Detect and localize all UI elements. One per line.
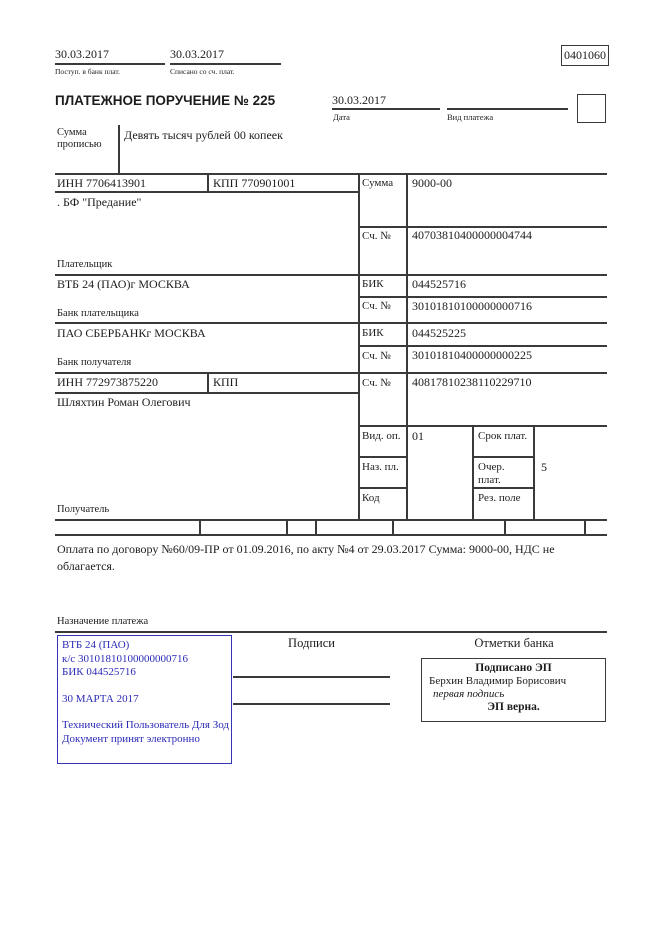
divider: [286, 519, 288, 534]
payer-account: 40703810400000004744: [412, 228, 532, 242]
sum-label: Сумма: [362, 177, 394, 189]
date-label: Дата: [333, 112, 350, 122]
divider: [472, 456, 533, 458]
date-received-label: Поступ. в банк плат.: [55, 67, 120, 76]
term-label: Срок плат.: [478, 430, 528, 442]
beneficiary-name: Шляхтин Роман Олегович: [57, 395, 191, 409]
sum-value: 9000-00: [412, 176, 452, 190]
beneficiary-bank-bik: 044525225: [412, 326, 466, 340]
payment-type-box: [577, 94, 606, 123]
pay-purpose-label: Наз. пл.: [362, 461, 399, 473]
payer-bank-section-label: Банк плательщика: [57, 308, 139, 319]
divider: [55, 173, 607, 175]
payer-bank-bik-label: БИК: [362, 278, 384, 290]
divider: [447, 108, 568, 110]
stamp-spacer: [62, 706, 231, 719]
op-type-label: Вид. оп.: [362, 430, 401, 442]
payer-bank-account: 30101810100000000716: [412, 299, 532, 313]
op-type-value: 01: [412, 429, 424, 443]
divider: [406, 173, 408, 519]
order-value: 5: [541, 460, 547, 474]
esign-verified: ЭП верна.: [487, 701, 540, 713]
date-received: 30.03.2017: [55, 47, 109, 61]
beneficiary-account-label: Сч. №: [362, 377, 391, 389]
bank-acceptance-stamp: [57, 635, 232, 764]
divider: [533, 425, 535, 519]
divider: [358, 425, 607, 427]
stamp-date: 30 МАРТА 2017: [62, 692, 139, 705]
stamp-bank-name: ВТБ 24 (ПАО): [62, 639, 130, 651]
payer-bank-account-label: Сч. №: [362, 300, 391, 312]
divider: [118, 125, 120, 173]
signatures-header: Подписи: [288, 636, 335, 650]
esign-name: Берхин Владимир Борисович: [429, 675, 567, 687]
beneficiary-bank-account: 30101810400000000225: [412, 348, 532, 362]
divider: [358, 456, 406, 458]
reserve-label: Рез. поле: [478, 492, 521, 504]
divider: [358, 173, 360, 519]
divider: [55, 392, 358, 394]
beneficiary-section-label: Получатель: [57, 504, 110, 515]
divider: [584, 519, 586, 534]
stamp-corr-account: к/с 30101810100000000716: [62, 652, 189, 665]
esign-sub: первая подпись: [433, 688, 505, 700]
order-label: Очер. плат.: [478, 461, 505, 486]
beneficiary-account: 40817810238110229710: [412, 375, 532, 389]
divider: [55, 63, 165, 65]
divider: [358, 296, 607, 298]
document-title: ПЛАТЕЖНОЕ ПОРУЧЕНИЕ № 225: [55, 93, 276, 108]
payer-inn: ИНН 7706413901: [57, 176, 146, 190]
form-code-box: 0401060: [561, 45, 609, 66]
divider: [207, 173, 209, 191]
payer-kpp: КПП 770901001: [213, 176, 296, 190]
purpose-text: Оплата по договору №60/09-ПР от 01.09.2016, по акту №4 от 29.03.2017 Сумма: 9000-00, НДС не облагается.: [57, 542, 555, 573]
divider: [55, 191, 358, 193]
purpose-label: Назначение платежа: [57, 616, 149, 627]
beneficiary-bank-section-label: Банк получателя: [57, 357, 132, 368]
payer-bank-name: ВТБ 24 (ПАО)г МОСКВА: [57, 277, 190, 291]
divider: [472, 425, 474, 519]
divider: [55, 322, 607, 324]
divider: [472, 487, 533, 489]
stamp-accepted: Документ принят электронно: [62, 732, 200, 745]
bank-marks-header: Отметки банка: [474, 636, 554, 650]
date-debited: 30.03.2017: [170, 47, 224, 61]
stamp-spacer: [62, 680, 231, 693]
payer-name: . БФ "Предание": [57, 195, 142, 209]
signature-line: [233, 676, 390, 678]
divider: [504, 519, 506, 534]
divider: [55, 631, 607, 633]
code-label: Код: [362, 492, 380, 504]
beneficiary-inn: ИНН 772973875220: [57, 375, 158, 389]
amount-words-value: Девять тысяч рублей 00 копеек: [124, 128, 283, 142]
divider: [170, 63, 281, 65]
payer-section-label: Плательщик: [57, 259, 113, 270]
divider: [199, 519, 201, 534]
esign-title: Подписано ЭП: [475, 662, 552, 674]
divider: [55, 274, 607, 276]
divider: [358, 487, 406, 489]
divider: [315, 519, 317, 534]
divider: [332, 108, 440, 110]
stamp-bik: БИК 044525716: [62, 666, 136, 678]
divider: [55, 519, 607, 521]
payer-account-label: Сч. №: [362, 230, 391, 242]
payer-bank-bik: 044525716: [412, 277, 466, 291]
beneficiary-bank-name: ПАО СБЕРБАНКг МОСКВА: [57, 326, 206, 340]
divider: [55, 534, 607, 536]
beneficiary-bank-account-label: Сч. №: [362, 350, 391, 362]
beneficiary-kpp: КПП: [213, 375, 239, 389]
beneficiary-bank-bik-label: БИК: [362, 327, 384, 339]
stamp-user: Технический Пользователь Для Зод: [62, 719, 230, 731]
signature-line: [233, 703, 390, 705]
divider: [55, 372, 607, 374]
document-date: 30.03.2017: [332, 93, 386, 107]
payment-type-label: Вид платежа: [447, 112, 494, 122]
divider: [358, 345, 607, 347]
divider: [207, 372, 209, 392]
divider: [392, 519, 394, 534]
amount-words-label: Сумма прописью: [57, 127, 102, 150]
electronic-signature-stamp: [421, 658, 606, 722]
date-debited-label: Списано со сч. плат.: [170, 67, 235, 76]
